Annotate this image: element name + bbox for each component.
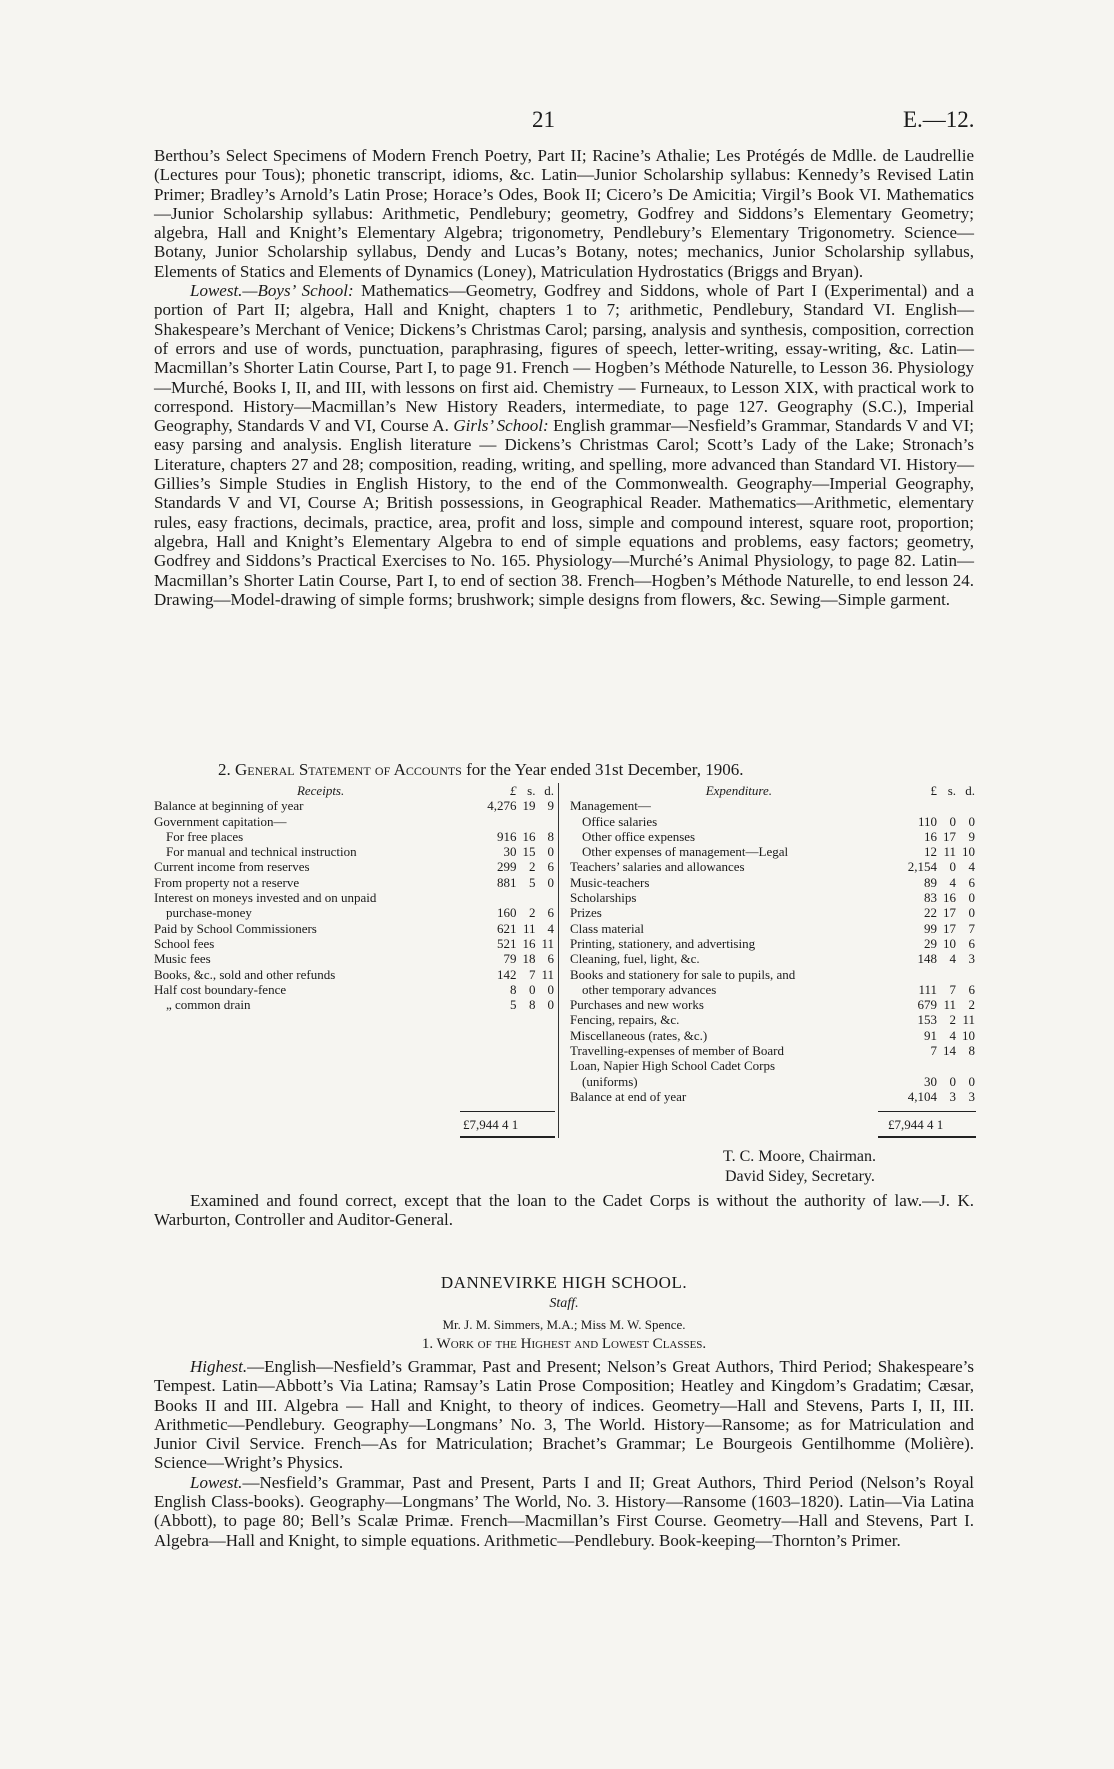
receipts-amount-pounds: [487, 814, 522, 829]
expenditure-amount-pounds: 148: [917, 951, 937, 967]
expenditure-amount-shillings: 0: [949, 813, 956, 829]
receipts-amount-pence: 0: [547, 981, 554, 997]
expenditure-row: [570, 951, 975, 966]
receipts-amount-shillings: 2: [528, 905, 536, 921]
expenditure-row: [570, 875, 975, 890]
receipts-amount-shillings: 7: [528, 966, 536, 982]
expenditure-amount-shillings: 3: [949, 1088, 956, 1104]
receipts-amount-shillings: [522, 890, 541, 905]
receipts-label: Music fees: [154, 951, 211, 967]
expenditure-heading: Expenditure.: [705, 783, 773, 798]
expenditure-amount-shillings: 7: [949, 981, 956, 997]
audit-note: [154, 1191, 974, 1230]
receipts-amount-pence: 0: [547, 997, 554, 1013]
receipts-amount-shillings: 8: [528, 997, 536, 1013]
receipts-amount-pounds: 916: [496, 828, 517, 844]
expenditure-amount-pounds: 110: [917, 813, 937, 829]
receipts-row: [154, 829, 554, 844]
lowest-paragraph: [154, 281, 974, 609]
receipts-row: [154, 890, 554, 905]
expenditure-amount-pence: [962, 967, 975, 982]
expenditure-amount-pounds: 29: [924, 935, 937, 951]
expenditure-label: Fencing, repairs, &c.: [570, 1012, 680, 1028]
lowest-label: Lowest.—Boys’ School:: [190, 281, 354, 301]
expenditure-row: [570, 921, 975, 936]
expenditure-amount-shillings: 14: [943, 1043, 956, 1059]
expenditure-table: Expenditure. £ s. d. Management— Office salaries 110 0 0 Other office expenses 16 17 9 Other expenses of management—Legal 12 11 10 Teachers’ salaries and allowances 2,154 0 4 Music-teachers 89 4 6 Scholarships 83 16 0 Prizes 22 17 0 Class material 99 17 7 Printing, stationery, and advertising 29 10 6 Cleaning, fuel, light, &c. 148 4 3 Books and stationery for sale to pupils, and other temporary advances 111 7 6 Purchases and new works 679 11 2 Fencing, repairs, &c. 153 2 11 Miscellaneous (rates, &c.) 91 4 10 Travelling-expenses of member of Board 7 14 8 Loan, Napier High School Cadet Corps (uniforms) 30 0 0 Balance at end of year 4,104 3 3: [570, 783, 975, 1104]
expenditure-row: [570, 844, 975, 859]
expenditure-amount-pounds: 4,104: [907, 1088, 937, 1104]
expenditure-amount-shillings: 4: [949, 951, 956, 967]
receipts-amount-pounds: 8: [509, 981, 517, 997]
receipts-amount-pence: [541, 890, 554, 905]
expenditure-amount-pence: 3: [968, 1088, 975, 1104]
expenditure-amount-pounds: 89: [924, 874, 937, 890]
expenditure-row: [570, 859, 975, 874]
receipts-row: [154, 982, 554, 997]
school-title: DANNEVIRKE HIGH SCHOOL.: [440, 1273, 688, 1292]
receipts-amount-pounds: 5: [509, 997, 517, 1013]
receipts-amount-shillings: [522, 814, 541, 829]
receipts-label: purchase-money: [166, 905, 252, 921]
expenditure-amount-pence: 4: [968, 859, 975, 875]
continuation-paragraph: Berthou’s Select Specimens of Modern French Poetry, Part II; Racine’s Athalie; Les Protégés de Mdlle. de Laudrellie (Lectures pour Tous); phonetic transcript, idioms, &c. Latin—Junior Scholarship syllabus: Kennedy’s Revised Latin Primer; Bradley’s Arnold’s Latin Prose; Horace’s Odes, Book II; Cicero’s De Amicitia; Virgil’s Book VI. Mathematics—Junior Scholarship syllabus: Arithmetic, Pendlebury; geometry, Godfrey and Siddons’s Elementary Geometry; algebra, Hall and Knight’s Elementary Algebra; trigonometry, Pendlebury’s Elementary Trigonometry. Science—Botany, Junior Scholarship syllabus, Dendy and Lucas’s Botany, notes; mechanics, Junior Scholarship syllabus, Elements of Statics and Elements of Dynamics (Loney), Matriculation Hydrostatics (Briggs and Bryan).: [154, 146, 974, 281]
expenditure-amount-pounds: 7: [930, 1043, 937, 1059]
receipts-amount-shillings: 16: [522, 828, 536, 844]
receipts-amount-shillings: 11: [522, 920, 536, 936]
lowest-text: Mathematics—Geometry, Godfrey and Siddons, whole of Part I (Experimental) and a portion of Part II; algebra, Hall and Knight, chapters 1 to 7; arithmetic, Pendlebury, Standard VI. English—Shakespeare’s Merchant of Venice; Dickens’s Christmas Carol; parsing, analysis and synthesis, composition, correction of errors and use of words, punctuation, paraphrasing, figures of speech, letter-writing, essay-writing, &c. Latin—Macmillan’s Shorter Latin Course, Part I, to page 91. French — Hogben’s Méthode Naturelle, to Lesson 36. Physiology—Murché, Books I, II, and III, with lessons on first aid. Chemistry — Furneaux, to Lesson XIX, with practical work to correspond. History—Macmillan’s New History Readers, intermediate, to page 127. Geography (S.C.), Imperial Geography, Standards V and VI, Course A.: [154, 281, 975, 436]
expenditure-total: £7,944 4 1: [888, 1117, 944, 1132]
expenditure-amount-pounds: [908, 967, 943, 982]
receipts-amount-pounds: 30: [503, 844, 517, 860]
receipts-label: Paid by School Commissioners: [154, 920, 317, 936]
expenditure-row: [570, 798, 975, 813]
expenditure-amount-pounds: 91: [924, 1027, 937, 1043]
expenditure-amount-shillings: 11: [943, 997, 956, 1013]
page-reference: E.—12.: [903, 107, 975, 132]
expenditure-row: [570, 936, 975, 951]
expenditure-amount-pence: 0: [968, 890, 975, 906]
expenditure-label: (uniforms): [582, 1073, 638, 1089]
audit-text: Examined and found correct, except that the loan to the Cadet Corps is without the authority of law.—J. K. Warburton, Controller and Auditor-General.: [154, 1191, 974, 1230]
expenditure-row: [570, 1074, 975, 1089]
expenditure-amount-shillings: [943, 1058, 962, 1073]
expenditure-amount-shillings: 16: [943, 890, 956, 906]
expenditure-amount-shillings: 10: [943, 935, 956, 951]
receipts-column: [154, 783, 554, 1012]
expenditure-row: [570, 1043, 975, 1058]
expenditure-amount-shillings: 17: [943, 920, 956, 936]
expenditure-amount-pounds: 153: [917, 1012, 937, 1028]
highest-label: Highest.: [190, 1357, 248, 1376]
receipts-amount-pence: 6: [547, 905, 554, 921]
expenditure-label: Office salaries: [582, 813, 658, 829]
staff-label: Staff.: [549, 1296, 579, 1311]
lowest-dannevirke-paragraph: [154, 1473, 974, 1550]
expenditure-row: [570, 1028, 975, 1043]
chairman-signature: T. C. Moore, Chairman.: [723, 1148, 877, 1165]
expenditure-label: Books and stationery for sale to pupils, and: [570, 966, 796, 982]
receipts-total: £7,944 4 1: [463, 1117, 519, 1132]
receipts-amount-pounds: 4,276: [487, 798, 517, 814]
expenditure-label: Management—: [570, 798, 651, 814]
expenditure-label: Printing, stationery, and advertising: [570, 935, 756, 951]
receipts-row: [154, 951, 554, 966]
receipts-row: [154, 859, 554, 874]
receipts-amount-shillings: 0: [528, 981, 536, 997]
work-heading: 1. Work of the Highest and Lowest Classes.: [421, 1336, 707, 1352]
expenditure-amount-pounds: 30: [924, 1073, 937, 1089]
secretary-signature: David Sidey, Secretary.: [725, 1168, 875, 1185]
expenditure-row: [570, 1012, 975, 1027]
expenditure-amount-pounds: 679: [917, 997, 937, 1013]
receipts-amount-shillings: 2: [528, 859, 536, 875]
expenditure-amount-pounds: 12: [924, 844, 937, 860]
expenditure-amount-pence: 10: [962, 1027, 975, 1043]
receipts-row: [154, 921, 554, 936]
expenditure-label: Travelling-expenses of member of Board: [570, 1043, 784, 1059]
receipts-amount-pounds: 881: [496, 874, 517, 890]
receipts-amount-pence: 4: [547, 920, 554, 936]
expenditure-amount-pence: 0: [968, 813, 975, 829]
expenditure-amount-pence: 9: [968, 828, 975, 844]
expenditure-label: Other office expenses: [582, 828, 696, 844]
receipts-amount-shillings: 16: [522, 935, 536, 951]
expenditure-label: Scholarships: [570, 890, 637, 906]
receipts-amount-pence: [541, 814, 554, 829]
lowest-dannevirke-label: Lowest.: [190, 1472, 243, 1492]
receipts-amount-pounds: 299: [496, 859, 517, 875]
expenditure-label: Loan, Napier High School Cadet Corps: [570, 1058, 776, 1074]
expenditure-amount-pounds: 2,154: [907, 859, 937, 875]
expenditure-row: [570, 829, 975, 844]
expenditure-label: Balance at end of year: [570, 1088, 687, 1104]
receipts-label: Balance at beginning of year: [154, 798, 304, 814]
receipts-row: [154, 936, 554, 951]
receipts-row: [154, 798, 554, 813]
expenditure-total-rule: [878, 1111, 976, 1112]
expenditure-amount-shillings: 17: [943, 905, 956, 921]
expenditure-label: Music-teachers: [570, 874, 650, 890]
receipts-amount-pence: 6: [547, 951, 554, 967]
receipts-label: „ common drain: [166, 997, 251, 1013]
expenditure-label: Cleaning, fuel, light, &c.: [570, 951, 700, 967]
receipts-amount-pence: 11: [541, 935, 554, 951]
expenditure-row: [570, 1058, 975, 1073]
girls-label: Girls’ School:: [448, 416, 549, 436]
receipts-label: From property not a reserve: [154, 874, 300, 890]
expenditure-amount-pence: 0: [968, 905, 975, 921]
expenditure-amount-pounds: 111: [918, 981, 937, 997]
receipts-row: [154, 875, 554, 890]
receipts-label: For free places: [166, 828, 244, 844]
expenditure-label: Purchases and new works: [570, 997, 704, 1013]
receipts-amount-pence: 8: [547, 828, 554, 844]
accounts-title: 2. General Statement of Accounts for the Year ended 31st December, 1906.: [218, 760, 744, 779]
expenditure-amount-pence: 6: [968, 935, 975, 951]
receipts-row: [154, 844, 554, 859]
expenditure-amount-shillings: 2: [949, 1012, 956, 1028]
expenditure-amount-shillings: [943, 798, 962, 813]
receipts-label: Current income from reserves: [154, 859, 310, 875]
expenditure-amount-pounds: 83: [924, 890, 937, 906]
expenditure-amount-pence: 6: [968, 981, 975, 997]
continuation-section: [154, 146, 974, 609]
expenditure-amount-shillings: 0: [949, 859, 956, 875]
receipts-amount-pence: 0: [547, 874, 554, 890]
receipts-total-rule: [460, 1111, 555, 1112]
receipts-amount-pounds: 621: [496, 920, 517, 936]
expenditure-label: Class material: [570, 920, 645, 936]
expenditure-amount-shillings: 4: [949, 874, 956, 890]
receipts-table: Receipts. £ s. d. Balance at beginning of year 4,276 19 9 Government capitation— For free places 916 16 8 For manual and technical instruction 30 15 0 Current income from reserves 299 2 6 From property not a reserve 881 5 0 Interest on moneys invested and on unpaid purchase-money 160 2 6 Paid by School Commissioners 621 11 4 School fees 521 16 11 Music fees 79 18 6 Books, &c., sold and other refunds 142 7 11 Half cost boundary-fence 8 0 0 „ common drain 5 8 0: [154, 783, 554, 1013]
receipts-amount-pence: 6: [547, 859, 554, 875]
receipts-row: [154, 814, 554, 829]
receipts-amount-pounds: 160: [496, 905, 517, 921]
expenditure-amount-pence: 3: [968, 951, 975, 967]
expenditure-row: [570, 1089, 975, 1104]
receipts-row: [154, 997, 554, 1012]
receipts-double-rule: [460, 1136, 555, 1138]
expenditure-amount-shillings: 4: [949, 1027, 956, 1043]
expenditure-amount-pence: 6: [968, 874, 975, 890]
expenditure-amount-pounds: 22: [924, 905, 937, 921]
expenditure-amount-pence: [962, 1058, 975, 1073]
receipts-amount-pounds: 79: [503, 951, 517, 967]
expenditure-row: [570, 814, 975, 829]
expenditure-row: [570, 982, 975, 997]
expenditure-amount-pence: [962, 798, 975, 813]
highest-paragraph: [154, 1357, 974, 1473]
accounts-title-smallcaps: General Statement of Accounts: [235, 760, 462, 779]
lowest-dannevirke-text: —Nesfield’s Grammar, Past and Present, Parts I and II; Great Authors, Third Period (Nelson’s Royal English Class-books). Geography—Longmans’ The World, No. 3. History—Ransome (1603–1820). Latin—Via Latina (Abbott), to page 80; Bell’s Scalæ Primæ. French—Macmillan’s First Course. Geometry—Hall and Stevens, Part I. Algebra—Hall and Knight, to simple equations. Arithmetic—Pendlebury. Book-keeping—Thornton’s Primer.: [154, 1472, 974, 1550]
expenditure-label: other temporary advances: [582, 981, 717, 997]
receipts-label: Books, &c., sold and other refunds: [154, 966, 336, 982]
expenditure-amount-pounds: [908, 798, 943, 813]
staff-names: Mr. J. M. Simmers, M.A.; Miss M. W. Spence.: [442, 1317, 686, 1332]
receipts-label: Government capitation—: [154, 813, 287, 829]
expenditure-double-rule: [878, 1136, 976, 1138]
expenditure-amount-pence: 7: [968, 920, 975, 936]
receipts-amount-shillings: 5: [528, 874, 536, 890]
highest-text: —English—Nesfield’s Grammar, Past and Present; Nelson’s Great Authors, Third Period; Shakespeare’s Tempest. Latin—Abbott’s Via Latina; Ramsay’s Latin Prose Composition; Heatley and Kingdom’s Gradatim; Cæsar, Books II and III. Algebra — Hall and Knight, to theory of indices. Geometry—Hall and Stevens, Parts I, II, III. Arithmetic—Pendlebury. Geography—Longmans’ No. 3, The World. History—Ransome; as for Matriculation and Junior Civil Service. French—As for Matriculation; Brachet’s Grammar; Le Bourgeois Gentilhomme (Molière). Science—Wright’s Physics.: [154, 1357, 974, 1473]
receipts-amount-shillings: 15: [522, 844, 536, 860]
receipts-label: For manual and technical instruction: [166, 844, 357, 860]
receipts-heading: Receipts.: [296, 783, 345, 798]
expenditure-amount-pounds: 99: [924, 920, 937, 936]
expenditure-amount-pence: 8: [968, 1043, 975, 1059]
dannevirke-section: [154, 1357, 974, 1550]
expenditure-amount-shillings: 17: [943, 828, 956, 844]
receipts-label: Half cost boundary-fence: [154, 981, 287, 997]
expenditure-amount-pounds: [908, 1058, 943, 1073]
expenditure-amount-shillings: 11: [943, 844, 956, 860]
expenditure-amount-pence: 0: [968, 1073, 975, 1089]
expenditure-amount-shillings: 0: [949, 1073, 956, 1089]
receipts-amount-pounds: [487, 890, 522, 905]
page-number: 21: [532, 107, 555, 132]
column-separator: [558, 783, 559, 1138]
expenditure-label: Teachers’ salaries and allowances: [570, 859, 745, 875]
expenditure-label: Other expenses of management—Legal: [582, 844, 789, 860]
expenditure-amount-pounds: 16: [924, 828, 937, 844]
expenditure-row: [570, 967, 975, 982]
receipts-amount-pence: 0: [547, 844, 554, 860]
receipts-amount-shillings: 19: [522, 798, 536, 814]
receipts-label: School fees: [154, 935, 215, 951]
expenditure-row: [570, 890, 975, 905]
receipts-amount-pence: 9: [547, 798, 554, 814]
expenditure-label: Prizes: [570, 905, 602, 921]
expenditure-amount-shillings: [943, 967, 962, 982]
receipts-amount-pounds: 142: [496, 966, 517, 982]
receipts-amount-pounds: 521: [496, 935, 517, 951]
expenditure-label: Miscellaneous (rates, &c.): [570, 1027, 708, 1043]
receipts-row: [154, 905, 554, 920]
receipts-amount-shillings: 18: [522, 951, 536, 967]
expenditure-column: [570, 783, 975, 1104]
expenditure-amount-pence: 11: [962, 1012, 975, 1028]
receipts-label: Interest on moneys invested and on unpaid: [154, 890, 377, 906]
girls-text: English grammar—Nesfield’s Grammar, Standards V and VI; easy parsing and analysis. English literature — Dickens’s Christmas Carol; Scott’s Lady of the Lake; Stronach’s Literature, chapters 27 and 28; composition, reading, writing, and spelling, more advanced than Standard VI. History—Gillies’s Simple Studies in English History, to the end of the Commonwealth. Geography—Imperial Geography, Standards V and VI, Course A; British possessions, in Geographical Reader. Mathematics—Arithmetic, elementary rules, easy fractions, decimals, practice, area, profit and loss, simple and compound interest, square root, proportion; algebra, Hall and Knight’s Elementary Algebra to end of simple equations and problems, easy factors; geometry, Godfrey and Siddons’s Practical Exercises to No. 165. Physiology—Murché’s Animal Physiology, to page 82. Latin—Macmillan’s Shorter Latin Course, Part I, to end of section 38. French—Hogben’s Méthode Naturelle, to end lesson 24. Drawing—Model-drawing of simple forms; brushwork; simple designs from flowers, &c. Sewing—Simple garment.: [154, 416, 974, 609]
expenditure-row: [570, 905, 975, 920]
expenditure-amount-pence: 2: [968, 997, 975, 1013]
expenditure-amount-pence: 10: [962, 844, 975, 860]
expenditure-row: [570, 997, 975, 1012]
receipts-amount-pence: 11: [541, 966, 554, 982]
receipts-row: [154, 967, 554, 982]
